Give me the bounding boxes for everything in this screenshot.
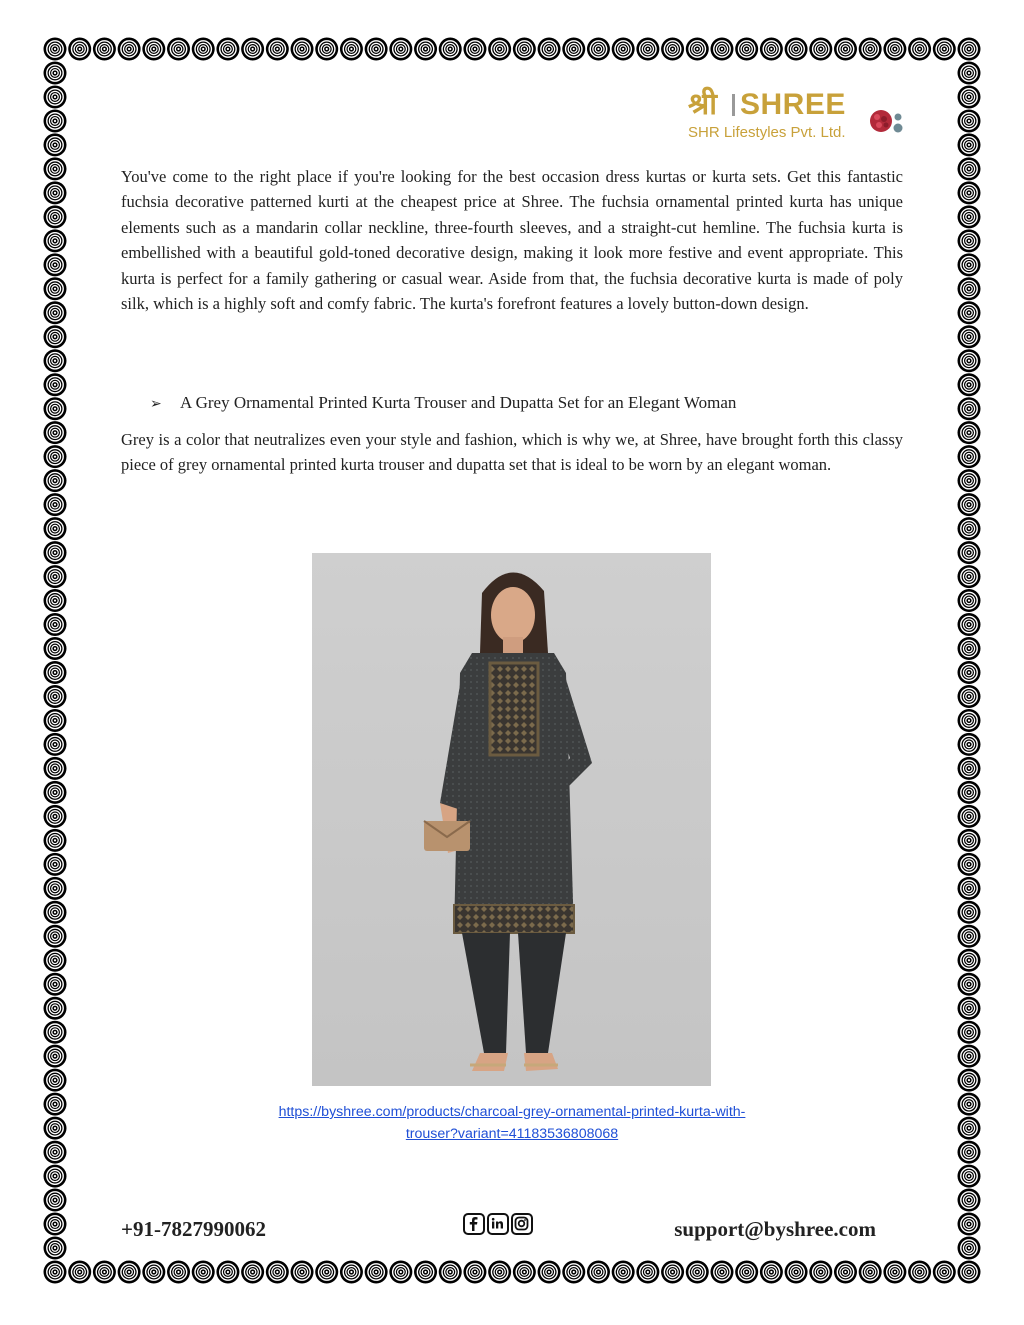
border-spiral [958,1165,981,1188]
border-spiral [958,733,981,756]
border-spiral [958,1117,981,1140]
border-spiral [958,349,981,372]
border-spiral [365,1261,388,1284]
border-spiral [958,1141,981,1164]
logo-divider [732,94,735,116]
border-spiral [44,397,67,420]
border-spiral [389,1261,412,1284]
border-spiral [958,1069,981,1092]
border-spiral [834,38,857,61]
border-spiral [958,877,981,900]
border-spiral [44,1189,67,1212]
border-spiral [958,829,981,852]
border-spiral [908,38,931,61]
border-spiral [958,181,981,204]
border-spiral [908,1261,931,1284]
border-spiral [760,38,783,61]
border-spiral [44,493,67,516]
border-spiral [44,205,67,228]
social-icons [463,1213,533,1235]
border-spiral [44,661,67,684]
border-spiral [958,205,981,228]
border-spiral [958,85,981,108]
facebook-icon[interactable] [463,1213,485,1235]
border-spiral [167,1261,190,1284]
border-spiral [463,1261,486,1284]
border-spiral [44,1093,67,1116]
border-spiral [958,1021,981,1044]
border-spiral [118,1261,141,1284]
border-spiral [958,277,981,300]
border-spiral [44,925,67,948]
border-spiral [958,565,981,588]
border-spiral [192,1261,215,1284]
border-spiral [93,38,116,61]
border-spiral [192,38,215,61]
border-spiral [241,38,264,61]
border-spiral [686,38,709,61]
shree-logo [688,88,908,148]
border-spiral [958,661,981,684]
linkedin-icon[interactable] [487,1213,509,1235]
border-spiral [315,1261,338,1284]
border-spiral [44,1045,67,1068]
border-spiral [958,949,981,972]
border-spiral [686,1261,709,1284]
border-spiral [513,1261,536,1284]
border-spiral [809,1261,832,1284]
border-spiral [661,38,684,61]
border-spiral [68,38,91,61]
border-spiral [44,517,67,540]
border-spiral [958,325,981,348]
border-spiral [44,589,67,612]
border-spiral [958,61,981,84]
border-spiral [958,685,981,708]
border-spiral [315,38,338,61]
border-spiral [291,38,314,61]
border-spiral [44,733,67,756]
section-heading [150,391,910,416]
product-link-line1[interactable]: https://byshree.com/products/charcoal-grey-ornamental-printed-kurta-with- [278,1104,746,1120]
border-spiral [958,541,981,564]
border-spiral [710,38,733,61]
border-spiral [439,38,462,61]
border-spiral [44,1165,67,1188]
border-spiral [44,421,67,444]
border-spiral [44,349,67,372]
logo-subtitle: SHR Lifestyles Pvt. Ltd. [688,124,846,141]
border-spiral [44,301,67,324]
border-spiral [44,109,67,132]
border-spiral [958,397,981,420]
border-spiral [44,1261,67,1284]
border-spiral [44,613,67,636]
border-spiral [958,253,981,276]
border-spiral [958,38,981,61]
border-spiral [291,1261,314,1284]
border-spiral [958,493,981,516]
border-spiral [958,973,981,996]
border-spiral [958,157,981,180]
border-spiral [44,541,67,564]
border-spiral [44,781,67,804]
logo-flower-icon [868,108,908,138]
border-spiral [44,901,67,924]
border-spiral [44,1213,67,1236]
border-spiral [44,1237,67,1260]
border-spiral [834,1261,857,1284]
border-spiral [414,38,437,61]
border-spiral [44,973,67,996]
border-spiral [44,1141,67,1164]
border-spiral [958,853,981,876]
border-spiral [44,1069,67,1092]
border-spiral [44,325,67,348]
border-spiral [44,133,67,156]
border-spiral [538,38,561,61]
border-spiral [142,38,165,61]
border-spiral [933,38,956,61]
border-spiral [636,38,659,61]
border-spiral [933,1261,956,1284]
border-spiral [142,1261,165,1284]
logo-hindi-text: श्री [688,87,718,122]
border-spiral [562,1261,585,1284]
border-spiral [958,925,981,948]
border-spiral [216,1261,239,1284]
border-spiral [587,38,610,61]
product-link[interactable] [200,1101,824,1145]
border-spiral [365,38,388,61]
border-spiral [118,38,141,61]
border-spiral [44,997,67,1020]
border-spiral [958,517,981,540]
border-spiral [68,1261,91,1284]
border-spiral [958,469,981,492]
border-spiral [636,1261,659,1284]
border-spiral [958,781,981,804]
border-spiral [44,469,67,492]
section-paragraph: Grey is a color that neutralizes even your style and fashion, which is why we, at Shree, have brought forth this classy piece of grey ornamental printed kurta trouser and dupatta set that is ideal to be worn by an elegant woman. [121,430,903,475]
product-photo [312,553,711,1086]
border-spiral [735,38,758,61]
border-spiral [44,277,67,300]
border-spiral [958,133,981,156]
border-spiral [414,1261,437,1284]
border-spiral [760,1261,783,1284]
border-spiral [958,757,981,780]
section-heading-text: A Grey Ornamental Printed Kurta Trouser and Dupatta Set for an Elegant Woman [180,393,737,412]
border-spiral [958,805,981,828]
border-spiral [562,38,585,61]
border-spiral [44,445,67,468]
border-spiral [266,1261,289,1284]
border-spiral [44,85,67,108]
border-spiral [958,901,981,924]
border-spiral [463,38,486,61]
border-spiral [958,589,981,612]
footer-phone: +91-7827990062 [121,1217,266,1241]
border-spiral [785,1261,808,1284]
border-spiral [958,997,981,1020]
border-spiral [612,38,635,61]
border-spiral [167,38,190,61]
logo-brand-text: SHREE [740,88,846,121]
border-spiral [735,1261,758,1284]
border-spiral [661,1261,684,1284]
product-link-line2[interactable]: trouser?variant=41183536808068 [405,1126,619,1142]
border-spiral [859,1261,882,1284]
border-spiral [958,373,981,396]
border-spiral [44,685,67,708]
border-spiral [958,1237,981,1260]
border-spiral [44,637,67,660]
footer-email: support@byshree.com [674,1217,876,1241]
border-spiral [44,565,67,588]
border-spiral [809,38,832,61]
border-spiral [340,1261,363,1284]
arrow-bullet-icon: ➢ [150,396,162,412]
border-spiral [44,805,67,828]
border-spiral [710,1261,733,1284]
border-spiral [958,1093,981,1116]
border-spiral [612,1261,635,1284]
border-spiral [958,709,981,732]
border-spiral [266,38,289,61]
instagram-icon[interactable] [511,1213,533,1235]
border-spiral [44,757,67,780]
border-spiral [439,1261,462,1284]
border-spiral [44,229,67,252]
border-spiral [44,853,67,876]
border-spiral [785,38,808,61]
border-spiral [488,38,511,61]
border-spiral [488,1261,511,1284]
border-spiral [44,877,67,900]
border-spiral [44,1021,67,1044]
border-spiral [883,1261,906,1284]
border-spiral [587,1261,610,1284]
border-spiral [44,1117,67,1140]
border-spiral [44,709,67,732]
border-spiral [44,829,67,852]
border-spiral [958,301,981,324]
border-spiral [958,109,981,132]
border-spiral [958,637,981,660]
border-spiral [44,38,67,61]
border-spiral [958,1189,981,1212]
border-spiral [44,373,67,396]
border-spiral [44,181,67,204]
border-spiral [958,229,981,252]
border-spiral [44,949,67,972]
border-spiral [883,38,906,61]
border-spiral [958,421,981,444]
border-spiral [93,1261,116,1284]
border-spiral [958,613,981,636]
border-spiral [958,1213,981,1236]
border-spiral [859,38,882,61]
border-spiral [538,1261,561,1284]
border-spiral [44,61,67,84]
border-spiral [44,253,67,276]
intro-paragraph: You've come to the right place if you're looking for the best occasion dress kurtas or kurta sets. Get this fantastic fuchsia decorative patterned kurti at the cheapest price at Shree. The fuchsia ornamental printed kurta has unique elements such as a mandarin collar neckline, three-fourth sleeves, and a straight-cut hemline. The fuchsia kurta is embellished with a beautiful gold-toned decorative design, making it look more festive and event appropriate. This kurta is perfect for a family gathering or casual wear. Aside from that, the fuchsia decorative kurta is made of poly silk, which is a highly soft and comfy fabric. The kurta's forefront features a lovely button-down design. [121,167,903,314]
border-spiral [216,38,239,61]
border-spiral [958,445,981,468]
border-spiral [340,38,363,61]
border-spiral [958,1261,981,1284]
border-spiral [958,1045,981,1068]
border-spiral [389,38,412,61]
border-spiral [241,1261,264,1284]
border-spiral [513,38,536,61]
border-spiral [44,157,67,180]
